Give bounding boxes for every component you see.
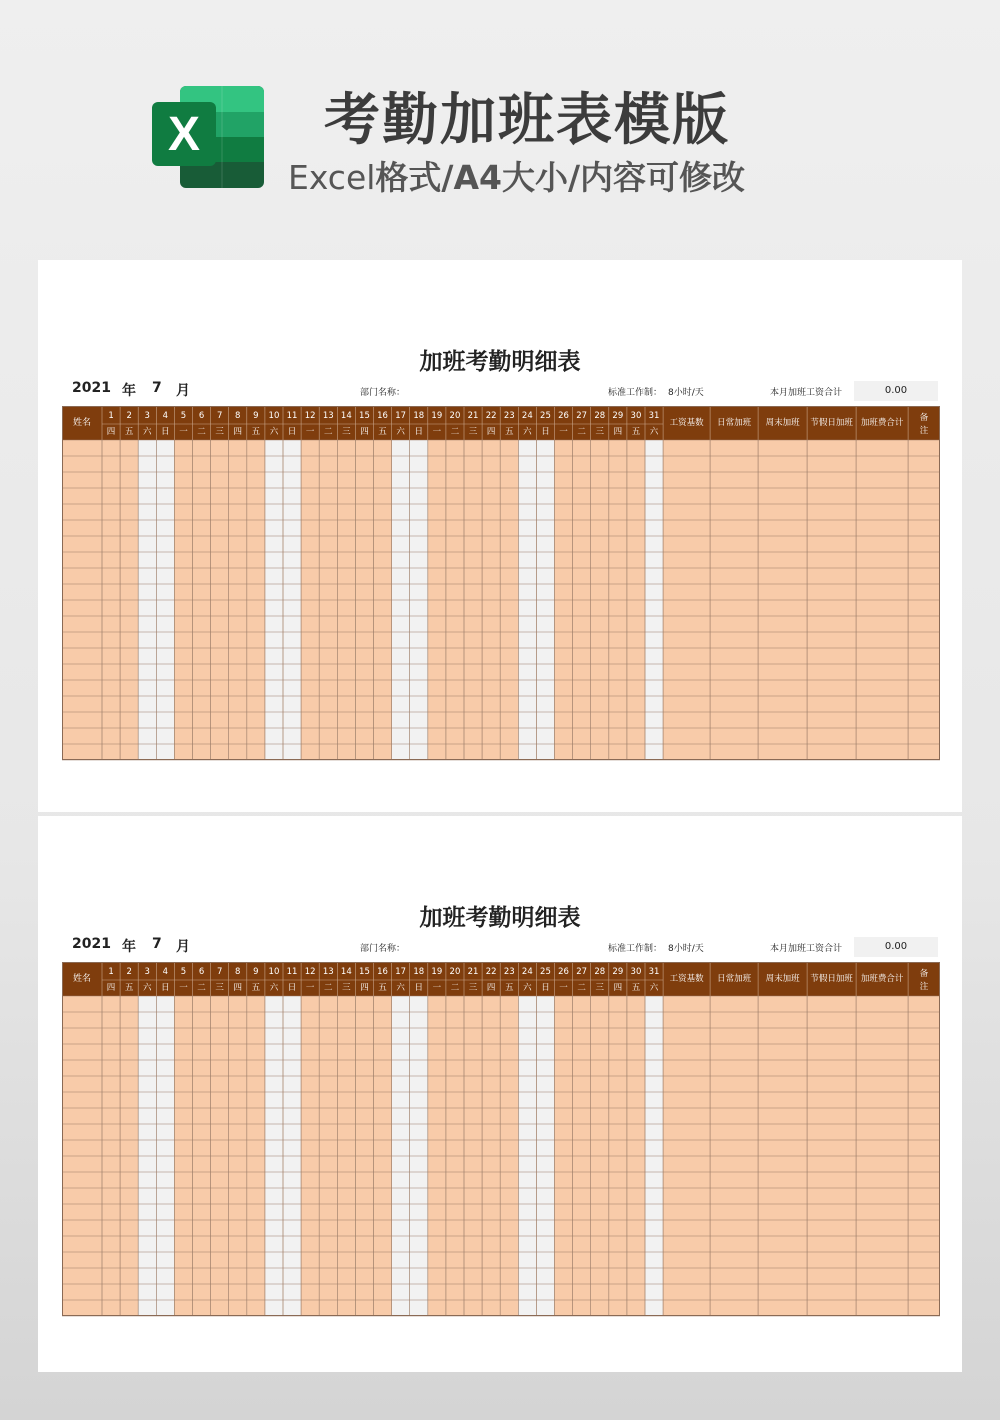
header-weekday: 一 xyxy=(559,983,568,993)
header-weekday: 六 xyxy=(269,983,279,993)
header-weekday: 三 xyxy=(595,983,605,993)
header-summary: 节假日加班 xyxy=(810,418,853,428)
header-summary: 工资基数 xyxy=(669,974,704,984)
total-label: 本月加班工资合计 xyxy=(770,944,843,954)
header-weekday: 二 xyxy=(577,427,586,437)
subtitle-excel: Excel xyxy=(288,158,376,197)
std-hours-label: 标准工作制： xyxy=(608,388,663,398)
header-day-number: 6 xyxy=(198,411,205,421)
header-day-number: 2 xyxy=(126,411,132,421)
header-weekday: 六 xyxy=(396,983,405,993)
header-day-number: 4 xyxy=(162,967,169,977)
header-weekday: 五 xyxy=(378,427,387,437)
header-day-number: 9 xyxy=(253,967,259,977)
header-day-number: 16 xyxy=(377,411,388,421)
header-day-number: 14 xyxy=(340,411,352,421)
header-weekday: 一 xyxy=(179,427,188,437)
std-hours-value: 8小时/天 xyxy=(668,388,704,398)
month-value[interactable]: 7 xyxy=(152,380,162,396)
header-weekday: 日 xyxy=(414,427,424,437)
header-weekday: 四 xyxy=(233,983,243,993)
header-weekday: 五 xyxy=(124,427,134,437)
header-weekday: 五 xyxy=(124,983,134,993)
header-remark: 备 xyxy=(919,413,929,423)
header-day-number: 24 xyxy=(521,411,533,421)
header-summary: 工资基数 xyxy=(669,418,704,428)
header-weekday: 三 xyxy=(342,983,351,993)
sheet-panel-2 xyxy=(38,816,962,1372)
header-name: 姓名 xyxy=(72,974,92,984)
header-weekday: 二 xyxy=(323,983,333,993)
header-day-number: 28 xyxy=(594,967,606,977)
year-value[interactable]: 2021 xyxy=(72,936,111,952)
header-day-number: 31 xyxy=(648,411,660,421)
subtitle-rest: 格式/A4大小/内容可修改 xyxy=(375,158,746,197)
total-value[interactable]: 0.00 xyxy=(854,937,938,957)
header-remark: 备 xyxy=(919,969,929,979)
header-summary: 日常加班 xyxy=(717,418,752,428)
header-summary: 加班费合计 xyxy=(860,418,904,428)
header-day-number: 30 xyxy=(630,411,642,421)
header-day-number: 15 xyxy=(359,967,370,977)
dept-label: 部门名称： xyxy=(360,388,406,398)
header-day-number: 13 xyxy=(322,967,334,977)
header-day-number: 25 xyxy=(540,411,551,421)
sheet-title: 加班考勤明细表 xyxy=(419,905,581,931)
excel-logo-icon xyxy=(152,86,264,188)
table-header-bg xyxy=(62,406,940,440)
header-weekday: 日 xyxy=(161,427,170,437)
header-weekday: 一 xyxy=(559,427,568,437)
header-day-number: 27 xyxy=(576,411,588,421)
header-weekday: 日 xyxy=(161,983,170,993)
header-day-number: 24 xyxy=(521,967,533,977)
header-weekday: 四 xyxy=(486,983,496,993)
header-day-number: 22 xyxy=(485,411,497,421)
header-weekday: 五 xyxy=(631,983,641,993)
std-hours-value: 8小时/天 xyxy=(668,944,704,954)
month-unit: 月 xyxy=(176,939,190,955)
header-day-number: 5 xyxy=(180,411,187,421)
header-weekday: 五 xyxy=(504,427,514,437)
year-value[interactable]: 2021 xyxy=(72,380,111,396)
header-day-number: 20 xyxy=(449,411,461,421)
header-day-number: 18 xyxy=(413,411,425,421)
header-day-number: 10 xyxy=(268,411,280,421)
header-day-number: 23 xyxy=(503,967,515,977)
header-weekday: 日 xyxy=(541,983,550,993)
header-day-number: 22 xyxy=(485,967,497,977)
header-weekday: 三 xyxy=(468,427,478,437)
header-day-number: 7 xyxy=(216,967,223,977)
attendance-table xyxy=(62,962,940,1327)
header-day-number: 26 xyxy=(558,411,569,421)
year-unit: 年 xyxy=(122,939,136,955)
sheet-panel-1 xyxy=(38,260,962,812)
header-weekday: 三 xyxy=(468,983,478,993)
header-weekday: 一 xyxy=(305,427,315,437)
header-weekday: 五 xyxy=(378,983,387,993)
header-day-number: 6 xyxy=(198,967,205,977)
header-weekday: 六 xyxy=(649,427,659,437)
header-weekday: 四 xyxy=(360,983,369,993)
header-weekday: 四 xyxy=(360,427,369,437)
header-weekday: 五 xyxy=(631,427,641,437)
header-day-number: 7 xyxy=(216,411,223,421)
header-weekday: 六 xyxy=(523,427,532,437)
subtitle xyxy=(288,152,745,199)
attendance-table xyxy=(62,406,940,771)
header-day-number: 18 xyxy=(413,967,425,977)
header-day-number: 10 xyxy=(268,967,280,977)
header-name: 姓名 xyxy=(72,418,92,428)
header-summary: 周末加班 xyxy=(765,418,800,428)
header-day-number: 21 xyxy=(467,967,479,977)
header-weekday: 一 xyxy=(305,983,315,993)
banner xyxy=(0,0,1000,250)
header-summary: 日常加班 xyxy=(717,974,752,984)
header-day-number: 19 xyxy=(431,411,443,421)
attendance-grid[interactable] xyxy=(62,962,940,1327)
header-weekday: 六 xyxy=(269,427,279,437)
main-title: 考勤加班表模版 xyxy=(324,88,730,153)
header-weekday: 日 xyxy=(541,427,550,437)
month-unit: 月 xyxy=(176,383,190,399)
header-remark: 注 xyxy=(919,426,929,436)
header-day-number: 8 xyxy=(235,967,241,977)
std-hours-label: 标准工作制： xyxy=(608,944,663,954)
header-day-number: 16 xyxy=(377,967,388,977)
header-weekday: 四 xyxy=(613,427,623,437)
table-header-bg xyxy=(62,962,940,996)
header-day-number: 3 xyxy=(144,411,150,421)
header-weekday: 一 xyxy=(179,983,188,993)
total-value[interactable]: 0.00 xyxy=(854,381,938,401)
header-weekday: 四 xyxy=(486,427,496,437)
header-day-number: 31 xyxy=(648,967,660,977)
header-weekday: 六 xyxy=(396,427,405,437)
header-remark: 注 xyxy=(919,982,929,992)
header-day-number: 12 xyxy=(304,967,316,977)
header-day-number: 15 xyxy=(359,411,370,421)
header-day-number: 8 xyxy=(235,411,241,421)
header-weekday: 二 xyxy=(323,427,333,437)
header-weekday: 三 xyxy=(595,427,605,437)
header-weekday: 一 xyxy=(432,983,442,993)
header-weekday: 二 xyxy=(197,983,206,993)
header-weekday: 日 xyxy=(287,983,297,993)
header-day-number: 27 xyxy=(576,967,588,977)
header-day-number: 11 xyxy=(286,411,298,421)
header-day-number: 17 xyxy=(395,411,407,421)
header-day-number: 3 xyxy=(144,967,150,977)
header-day-number: 19 xyxy=(431,967,443,977)
header-weekday: 四 xyxy=(613,983,623,993)
header-day-number: 5 xyxy=(180,967,187,977)
header-day-number: 12 xyxy=(304,411,316,421)
header-day-number: 14 xyxy=(340,967,352,977)
header-day-number: 25 xyxy=(540,967,551,977)
header-summary: 周末加班 xyxy=(765,974,800,984)
header-weekday: 一 xyxy=(432,427,442,437)
header-weekday: 六 xyxy=(142,427,152,437)
header-day-number: 13 xyxy=(322,411,334,421)
header-day-number: 30 xyxy=(630,967,642,977)
dept-label: 部门名称： xyxy=(360,944,406,954)
header-day-number: 28 xyxy=(594,411,606,421)
header-day-number: 29 xyxy=(612,967,624,977)
header-weekday: 五 xyxy=(504,983,514,993)
header-weekday: 三 xyxy=(215,427,224,437)
header-summary: 节假日加班 xyxy=(810,974,853,984)
header-weekday: 六 xyxy=(523,983,532,993)
header-weekday: 二 xyxy=(450,427,460,437)
header-weekday: 四 xyxy=(106,427,116,437)
header-day-number: 20 xyxy=(449,967,461,977)
sheet-title: 加班考勤明细表 xyxy=(419,349,581,375)
year-unit: 年 xyxy=(122,383,136,399)
header-weekday: 日 xyxy=(414,983,424,993)
svg-text:X: X xyxy=(167,108,201,161)
header-weekday: 日 xyxy=(287,427,297,437)
header-day-number: 21 xyxy=(467,411,479,421)
header-summary: 加班费合计 xyxy=(860,974,904,984)
header-weekday: 六 xyxy=(142,983,152,993)
header-weekday: 二 xyxy=(577,983,586,993)
header-weekday: 二 xyxy=(197,427,206,437)
header-day-number: 23 xyxy=(503,411,515,421)
header-day-number: 4 xyxy=(162,411,169,421)
header-day-number: 11 xyxy=(286,967,298,977)
header-day-number: 29 xyxy=(612,411,624,421)
header-weekday: 二 xyxy=(450,983,460,993)
header-day-number: 17 xyxy=(395,967,407,977)
header-day-number: 9 xyxy=(253,411,259,421)
total-label: 本月加班工资合计 xyxy=(770,388,843,398)
header-weekday: 三 xyxy=(342,427,351,437)
header-weekday: 四 xyxy=(106,983,116,993)
header-day-number: 1 xyxy=(108,967,114,977)
attendance-grid[interactable] xyxy=(62,406,940,771)
header-weekday: 五 xyxy=(251,427,261,437)
month-value[interactable]: 7 xyxy=(152,936,162,952)
header-day-number: 1 xyxy=(108,411,114,421)
header-day-number: 2 xyxy=(126,967,132,977)
header-weekday: 四 xyxy=(233,427,243,437)
header-weekday: 六 xyxy=(649,983,659,993)
header-day-number: 26 xyxy=(558,967,569,977)
header-weekday: 五 xyxy=(251,983,261,993)
header-weekday: 三 xyxy=(215,983,224,993)
